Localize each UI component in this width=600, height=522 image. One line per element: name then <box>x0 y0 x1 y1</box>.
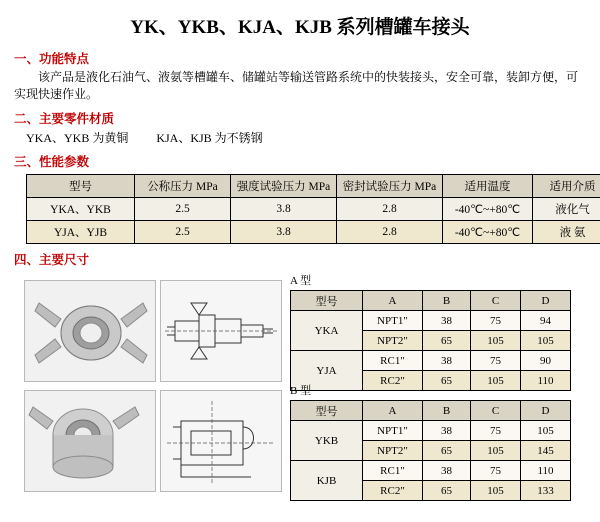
a-r1-c3: 105 <box>471 331 521 351</box>
perf-th-1: 公称压力 MPa <box>135 175 231 198</box>
a-r2-c4: 90 <box>521 351 571 371</box>
materials-stainless: KJA、KJB 为不锈钢 <box>156 131 262 145</box>
a-model-0: YKA <box>291 311 363 351</box>
perf-r1-c5: 液 氨 <box>533 221 600 244</box>
b-r1-c1: NPT2" <box>363 441 423 461</box>
b-r3-c1: RC2" <box>363 481 423 501</box>
b-th-0: 型号 <box>291 401 363 421</box>
b-r3-c2: 65 <box>423 481 471 501</box>
a-r3-c2: 65 <box>423 371 471 391</box>
features-paragraph: 该产品是液化石油气、液氨等槽罐车、储罐站等输送管路系统中的快装接头，安全可靠，装卸方便，可实现快速作业。 <box>14 69 586 103</box>
a-r3-c1: RC2" <box>363 371 423 391</box>
a-r3-c4: 110 <box>521 371 571 391</box>
b-th-2: B <box>423 401 471 421</box>
product-photo-type-b <box>24 390 156 492</box>
b-r0-c4: 105 <box>521 421 571 441</box>
perf-r1-c1: 2.5 <box>135 221 231 244</box>
type-a-caption: A 型 <box>290 272 571 288</box>
product-drawing-type-b <box>160 390 282 492</box>
table-header-row <box>291 291 571 311</box>
materials-brass: YKA、YKB 为黄铜 <box>26 131 128 145</box>
coupling-drawing-b <box>161 391 281 491</box>
a-th-2: B <box>423 291 471 311</box>
section-heading-materials: 二、主要零件材质 <box>14 109 600 127</box>
perf-r0-c0: YKA、YKB <box>27 198 135 221</box>
b-r1-c3: 105 <box>471 441 521 461</box>
perf-th-0: 型号 <box>27 175 135 198</box>
b-th-3: C <box>471 401 521 421</box>
section-heading-performance: 三、性能参数 <box>14 152 600 170</box>
a-th-0: 型号 <box>291 291 363 311</box>
product-photo-type-a <box>24 280 156 382</box>
perf-r0-c1: 2.5 <box>135 198 231 221</box>
perf-th-2: 强度试验压力 MPa <box>231 175 337 198</box>
a-th-4: D <box>521 291 571 311</box>
dimensions-section <box>0 272 600 522</box>
a-r0-c3: 75 <box>471 311 521 331</box>
table-header-row <box>291 401 571 421</box>
a-r2-c2: 38 <box>423 351 471 371</box>
b-th-4: D <box>521 401 571 421</box>
coupling-photo-b-illustration <box>25 391 155 491</box>
type-a-table <box>290 290 571 391</box>
b-r2-c1: RC1" <box>363 461 423 481</box>
b-model-0: YKB <box>291 421 363 461</box>
perf-r1-c0: YJA、YJB <box>27 221 135 244</box>
a-r1-c1: NPT2" <box>363 331 423 351</box>
perf-th-3: 密封试验压力 MPa <box>337 175 443 198</box>
a-th-3: C <box>471 291 521 311</box>
table-row <box>27 221 600 244</box>
coupling-drawing-a <box>161 281 281 381</box>
b-r2-c4: 110 <box>521 461 571 481</box>
b-r2-c2: 38 <box>423 461 471 481</box>
section-heading-dimensions: 四、主要尺寸 <box>14 250 600 268</box>
a-r0-c2: 38 <box>423 311 471 331</box>
b-model-1: KJB <box>291 461 363 501</box>
perf-r0-c4: -40℃~+80℃ <box>443 198 533 221</box>
perf-r0-c5: 液化气 <box>533 198 600 221</box>
a-r0-c1: NPT1" <box>363 311 423 331</box>
coupling-photo-a-illustration <box>25 281 155 381</box>
b-r1-c4: 145 <box>521 441 571 461</box>
perf-r1-c3: 2.8 <box>337 221 443 244</box>
table-row <box>27 198 600 221</box>
table-row <box>291 421 571 441</box>
b-r0-c1: NPT1" <box>363 421 423 441</box>
b-r0-c3: 75 <box>471 421 521 441</box>
perf-th-4: 适用温度 <box>443 175 533 198</box>
perf-r0-c2: 3.8 <box>231 198 337 221</box>
materials-line <box>26 129 586 146</box>
a-r0-c4: 94 <box>521 311 571 331</box>
perf-r0-c3: 2.8 <box>337 198 443 221</box>
a-model-1: YJA <box>291 351 363 391</box>
table-row <box>291 311 571 331</box>
product-drawing-type-a <box>160 280 282 382</box>
a-th-1: A <box>363 291 423 311</box>
b-r3-c3: 105 <box>471 481 521 501</box>
b-r3-c4: 133 <box>521 481 571 501</box>
perf-r1-c2: 3.8 <box>231 221 337 244</box>
table-header-row <box>27 175 600 198</box>
type-b-caption: B 型 <box>290 382 571 398</box>
performance-table <box>26 174 600 244</box>
a-r2-c3: 75 <box>471 351 521 371</box>
table-row <box>291 351 571 371</box>
a-r1-c2: 65 <box>423 331 471 351</box>
type-b-table-block <box>290 382 571 501</box>
a-r2-c1: RC1" <box>363 351 423 371</box>
b-r2-c3: 75 <box>471 461 521 481</box>
a-r1-c4: 105 <box>521 331 571 351</box>
section-heading-features: 一、功能特点 <box>14 49 600 67</box>
page-title: YK、YKB、KJA、KJB 系列槽罐车接头 <box>0 0 600 43</box>
type-a-table-block <box>290 272 571 391</box>
a-r3-c3: 105 <box>471 371 521 391</box>
perf-r1-c4: -40℃~+80℃ <box>443 221 533 244</box>
perf-th-5: 适用介质 <box>533 175 600 198</box>
type-b-table <box>290 400 571 501</box>
b-th-1: A <box>363 401 423 421</box>
b-r1-c2: 65 <box>423 441 471 461</box>
b-r0-c2: 38 <box>423 421 471 441</box>
table-row <box>291 461 571 481</box>
